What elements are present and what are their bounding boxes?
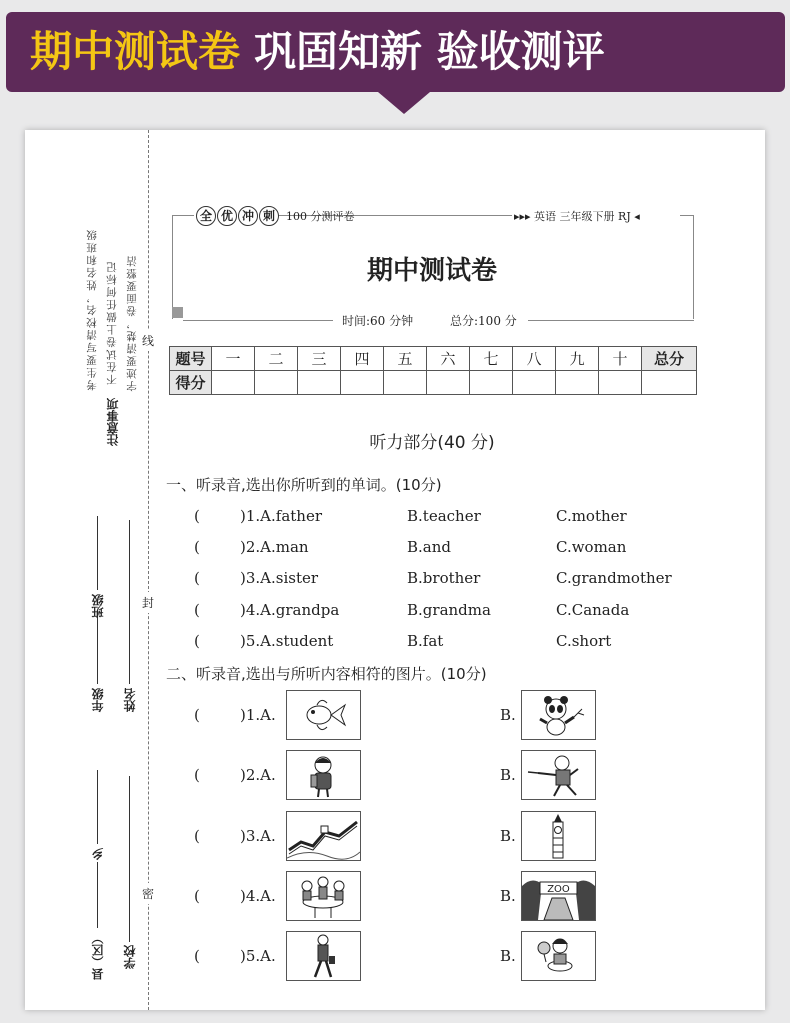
banner-title (30, 24, 605, 80)
brand-char-2: 优 (217, 206, 237, 226)
q2-heading: 二、听录音,选出与所听内容相符的图片。(10分) (166, 665, 487, 683)
banner-title-part1: 期中测试卷 (30, 27, 241, 76)
brand-char-4: 刺 (259, 206, 279, 226)
q2-item-2-b: B. (500, 766, 516, 784)
family-dinner-icon (287, 872, 360, 920)
grandpa-kungfu-icon (522, 751, 595, 799)
field-name-label: 姓名 (123, 688, 137, 712)
score-col-3: 三 (298, 347, 341, 371)
man-walking-icon (287, 932, 360, 980)
q1-item-4-c: C.Canada (556, 601, 630, 619)
score-col-8: 八 (513, 347, 556, 371)
answer-paren[interactable]: ( (194, 947, 200, 965)
cut-mark-line: 线 (142, 330, 154, 351)
field-county-line (97, 862, 98, 928)
field-grade-line (97, 610, 98, 684)
grade-label: ▸▸▸ 英语 三年级下册 RJ ◂ (514, 210, 640, 223)
field-township-line (97, 770, 98, 844)
brand-tail: 100 分测评卷 (286, 210, 355, 223)
q1-item-5-c: C.short (556, 632, 612, 650)
q2-item-2-a: )2.A. (240, 766, 276, 784)
score-cell[interactable] (599, 371, 642, 395)
score-cell[interactable] (298, 371, 341, 395)
answer-paren[interactable]: ( (194, 569, 200, 587)
family-dinner-picture[interactable] (286, 871, 361, 921)
q1-item-3-c: C.grandmother (556, 569, 672, 587)
q1-item-5-a: )5.A.student (240, 632, 334, 650)
note-1: 考生要写清校名，姓名和班级 (86, 228, 98, 391)
great-wall-picture[interactable] (286, 811, 361, 861)
q1-item-1-c: C.mother (556, 507, 627, 525)
score-col-7: 七 (470, 347, 513, 371)
score-row-label: 得分 (170, 371, 212, 395)
q1-item-4-a: )4.A.grandpa (240, 601, 340, 619)
score-col-total: 总分 (642, 347, 697, 371)
q2-item-4-a: )4.A. (240, 887, 276, 905)
score-table (169, 346, 697, 395)
q2-item-1-a: )1.A. (240, 706, 276, 724)
answer-paren[interactable]: ( (194, 827, 200, 845)
score-col-2: 二 (255, 347, 298, 371)
score-col-6: 六 (427, 347, 470, 371)
score-cell[interactable] (341, 371, 384, 395)
girl-eating-icon (522, 932, 595, 980)
girl-eating-picture[interactable] (521, 931, 596, 981)
brand-char-1: 全 (196, 206, 216, 226)
score-cell[interactable] (556, 371, 599, 395)
section-title: 听力部分(40 分) (369, 433, 495, 453)
field-school-line (129, 776, 130, 942)
answer-paren[interactable]: ( (194, 887, 200, 905)
brand-char-3: 冲 (238, 206, 258, 226)
field-name-line (129, 520, 130, 684)
score-col-5: 五 (384, 347, 427, 371)
great-wall-icon (287, 812, 360, 860)
cut-line (148, 130, 149, 1010)
cut-mark-seal: 封 (142, 592, 154, 613)
panda-picture[interactable] (521, 690, 596, 740)
score-col-10: 十 (599, 347, 642, 371)
big-ben-picture[interactable] (521, 811, 596, 861)
score-cell[interactable] (384, 371, 427, 395)
zoo-gate-icon (522, 872, 595, 920)
header-bottom-line-right (528, 320, 694, 321)
field-class-label: 班级 (91, 594, 105, 618)
q2-item-5-a: )5.A. (240, 947, 276, 965)
goldfish-icon (287, 691, 360, 739)
banner-pointer (378, 92, 430, 114)
answer-paren[interactable]: ( (194, 632, 200, 650)
q1-item-2-c: C.woman (556, 538, 627, 556)
q2-item-3-a: )3.A. (240, 827, 276, 845)
exam-title: 期中测试卷 (366, 256, 497, 286)
answer-paren[interactable]: ( (194, 706, 200, 724)
score-cell[interactable] (513, 371, 556, 395)
panda-icon (522, 691, 595, 739)
header-top-line-start (172, 215, 194, 216)
q2-item-5-b: B. (500, 947, 516, 965)
score-cell[interactable] (212, 371, 255, 395)
student-boy-picture[interactable] (286, 750, 361, 800)
q1-item-3-a: )3.A.sister (240, 569, 319, 587)
man-walking-picture[interactable] (286, 931, 361, 981)
score-cell[interactable] (427, 371, 470, 395)
q1-item-3-b: B.brother (407, 569, 481, 587)
q1-item-5-b: B.fat (407, 632, 444, 650)
exam-time: 时间:60 分钟 (342, 314, 414, 328)
exam-total-score: 总分:100 分 (450, 314, 517, 328)
q1-item-4-b: B.grandma (407, 601, 491, 619)
big-ben-icon (522, 812, 595, 860)
header-corner-square (172, 307, 183, 318)
q1-item-2-a: )2.A.man (240, 538, 309, 556)
field-county-label: 县（区） (91, 932, 105, 980)
answer-paren[interactable]: ( (194, 601, 200, 619)
q1-item-1-a: )1.A.father (240, 507, 322, 525)
grandpa-kungfu-picture[interactable] (521, 750, 596, 800)
zoo-sign: ZOO (547, 884, 570, 895)
brand-logo (196, 206, 355, 226)
field-township-label: 乡 (91, 848, 105, 860)
zoo-picture[interactable] (521, 871, 596, 921)
field-class-line (97, 516, 98, 590)
q1-item-2-b: B.and (407, 538, 451, 556)
cut-mark-secret: 密 (142, 883, 154, 904)
field-school-label: 学校 (123, 945, 137, 969)
answer-paren[interactable]: ( (194, 538, 200, 556)
q1-heading: 一、听录音,选出你所听到的单词。(10分) (166, 476, 442, 494)
score-cell[interactable] (255, 371, 298, 395)
q2-item-3-b: B. (500, 827, 516, 845)
q1-item-1-b: B.teacher (407, 507, 481, 525)
score-col-4: 四 (341, 347, 384, 371)
note-2: 不在试卷上做任何标记 (106, 260, 118, 385)
score-col-1: 一 (212, 347, 255, 371)
notes-title: 注意事项 (106, 398, 120, 446)
student-boy-icon (287, 751, 360, 799)
header-bottom-line-left (183, 320, 333, 321)
header-top-line-right (680, 215, 694, 216)
answer-paren[interactable]: ( (194, 507, 200, 525)
banner-title-part2: 巩固知新 验收测评 (254, 27, 605, 76)
answer-paren[interactable]: ( (194, 766, 200, 784)
q2-item-1-b: B. (500, 706, 516, 724)
score-cell[interactable] (470, 371, 513, 395)
score-cell-total[interactable] (642, 371, 697, 395)
field-grade-label: 年级 (91, 688, 105, 712)
score-table-header-label: 题号 (170, 347, 212, 371)
q2-item-4-b: B. (500, 887, 516, 905)
note-3: 字迹要清楚，卷面要整洁 (126, 254, 138, 392)
goldfish-picture[interactable] (286, 690, 361, 740)
score-col-9: 九 (556, 347, 599, 371)
